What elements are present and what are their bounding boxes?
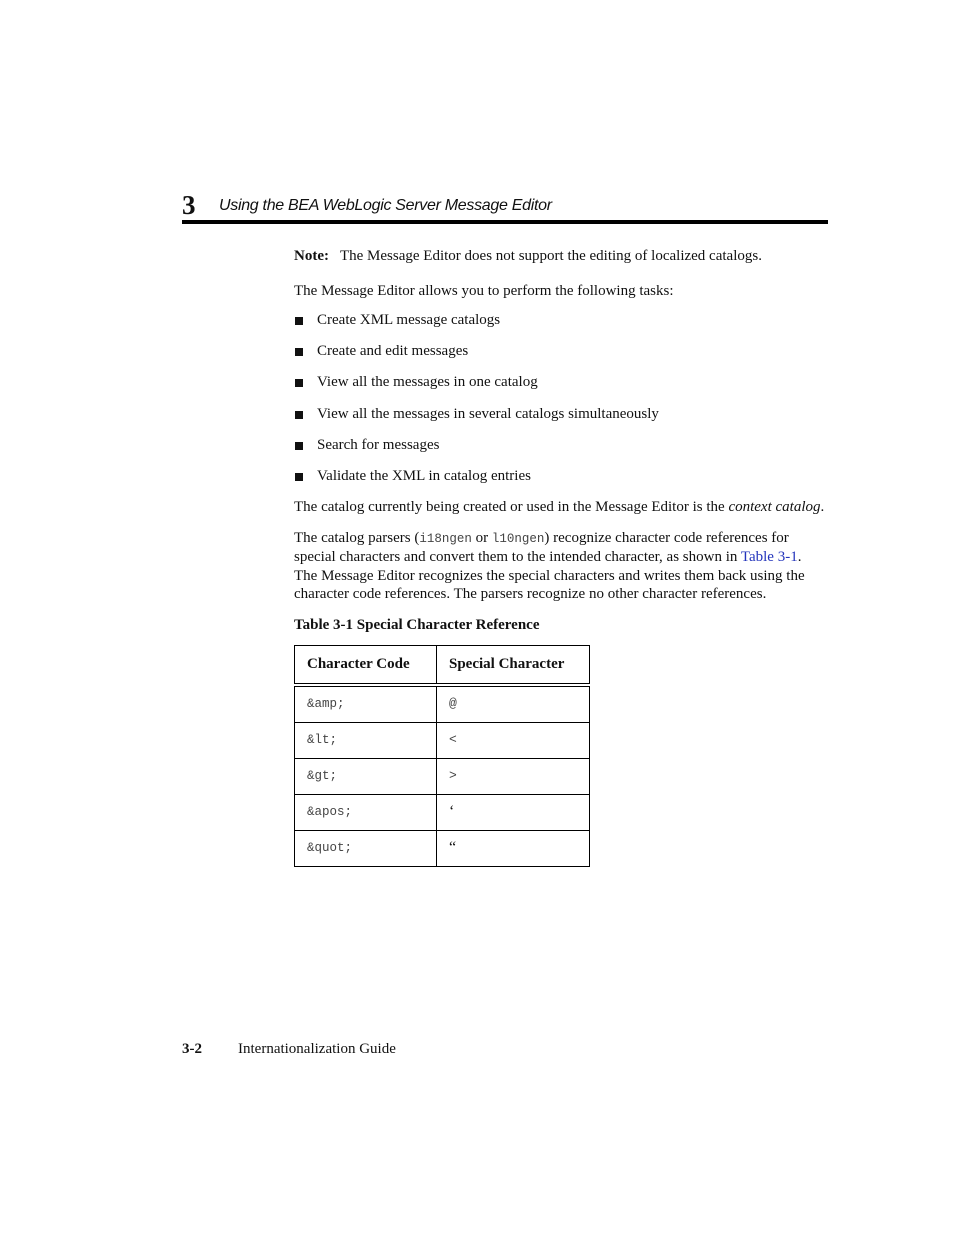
column-header: Special Character — [437, 646, 590, 686]
table-caption: Table 3-1 Special Character Reference — [294, 616, 540, 633]
page-footer — [182, 1040, 396, 1058]
bullet-icon — [295, 317, 303, 325]
code-i18ngen: i18ngen — [419, 531, 472, 546]
table-header-row — [295, 646, 590, 686]
column-header: Character Code — [295, 646, 437, 686]
note-text: The Message Editor does not support the editing of localized catalogs. — [339, 248, 762, 264]
table-row — [295, 831, 590, 867]
bullet-icon — [295, 348, 303, 356]
main-content — [294, 247, 828, 867]
chapter-title: Using the BEA WebLogic Server Message Editor — [219, 197, 552, 214]
header-rule — [182, 220, 828, 224]
list-item: Create and edit messages — [294, 342, 828, 373]
table-row — [295, 759, 590, 795]
list-item: Create XML message catalogs — [294, 311, 828, 342]
context-catalog-term: context catalog — [728, 499, 821, 516]
special-character-cell: ‘ — [437, 795, 590, 831]
table-row — [295, 723, 590, 759]
page-number: 3-2 — [182, 1041, 202, 1057]
chapter-header — [182, 190, 828, 224]
parsers-paragraph: The catalog parsers (i18ngen or l10ngen) recognize character code references for special characters and convert them to the intended character, as shown in Table 3-1. The Message Editor recognizes the special characters and writes them back using the character code references. The parsers recognize no other character references. — [294, 529, 805, 603]
special-character-cell: @ — [437, 685, 590, 723]
character-code-cell: &quot; — [295, 831, 437, 867]
code-l10ngen: l10ngen — [491, 531, 545, 546]
context-catalog-paragraph: The catalog currently being created or used in the Message Editor is the context catalog. — [294, 499, 825, 516]
note — [294, 247, 828, 266]
character-code-cell: &amp; — [295, 685, 437, 723]
list-item: Validate the XML in catalog entries — [294, 467, 828, 498]
special-character-cell: “ — [437, 831, 590, 867]
note-label: Note: — [294, 248, 329, 264]
bullet-icon — [295, 411, 303, 419]
list-item: View all the messages in one catalog — [294, 373, 828, 404]
intro-paragraph: The Message Editor allows you to perform the following tasks: — [294, 282, 674, 299]
special-character-cell: < — [437, 723, 590, 759]
bullet-icon — [295, 379, 303, 387]
special-character-cell: > — [437, 759, 590, 795]
character-code-cell: &lt; — [295, 723, 437, 759]
character-code-cell: &gt; — [295, 759, 437, 795]
table-link[interactable]: Table 3-1 — [740, 549, 798, 566]
bullet-icon — [295, 473, 303, 481]
list-item: View all the messages in several catalogs simultaneously — [294, 405, 828, 436]
list-item: Search for messages — [294, 436, 828, 467]
table-row — [295, 685, 590, 723]
chapter-number: 3 — [182, 190, 196, 220]
bullet-icon — [295, 442, 303, 450]
task-list — [294, 311, 828, 498]
special-character-table — [294, 645, 590, 867]
table-row — [295, 795, 590, 831]
character-code-cell: &apos; — [295, 795, 437, 831]
guide-title: Internationalization Guide — [238, 1041, 396, 1057]
